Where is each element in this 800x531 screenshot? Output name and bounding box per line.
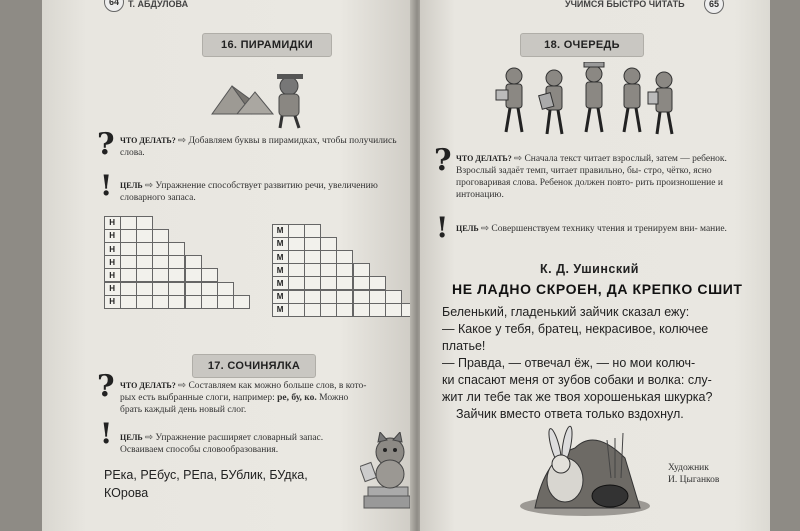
ex16-what-to-do: ЧТО ДЕЛАТЬ? ⇨ Добавляем буквы в пирамидках, чтобы получились слова. <box>120 136 397 158</box>
pyramid-empty-cell[interactable] <box>152 255 169 269</box>
pyramid-letter-cell: Н <box>104 216 121 230</box>
pyramid-empty-cell[interactable] <box>369 303 386 317</box>
exclamation-icon-3: ! <box>436 211 449 244</box>
pyramid-empty-cell[interactable] <box>120 229 137 243</box>
pyramid-empty-cell[interactable] <box>152 242 169 256</box>
pyramid-empty-cell[interactable] <box>320 276 337 290</box>
pyramid-letter-cell: М <box>272 303 289 317</box>
pyramid-empty-cell[interactable] <box>136 282 153 296</box>
hare-hedgehog-illustration <box>515 418 655 518</box>
ex17-syllables: ре, бу, ко. <box>277 393 317 403</box>
children-queue-illustration <box>492 62 682 138</box>
pyramid-empty-cell[interactable] <box>168 295 185 309</box>
pyramid-empty-cell[interactable] <box>136 242 153 256</box>
pyramid-letter-cell: М <box>272 276 289 290</box>
pyramid-empty-cell[interactable] <box>185 268 202 282</box>
credit-line-1: Художник <box>668 463 709 473</box>
pyramid-empty-cell[interactable] <box>136 216 153 230</box>
pyramid-empty-cell[interactable] <box>233 295 250 309</box>
ex18-goal-text: Совершенствуем технику чтения и тренируем вни- мание. <box>491 224 727 234</box>
pyramid-empty-cell[interactable] <box>120 242 137 256</box>
pyramid-empty-cell[interactable] <box>201 295 218 309</box>
left-page <box>42 0 414 531</box>
pyramid-empty-cell[interactable] <box>353 290 370 304</box>
ex17-what-3: Можно <box>319 393 349 403</box>
pyramid-row <box>104 256 250 269</box>
pyramid-row <box>272 250 414 263</box>
pyramid-row <box>272 224 414 237</box>
pyramid-row <box>272 303 414 316</box>
pyramid-letter-cell: М <box>272 250 289 264</box>
pyramid-empty-cell[interactable] <box>304 237 321 251</box>
pyramid-empty-cell[interactable] <box>385 303 402 317</box>
pyramid-empty-cell[interactable] <box>304 290 321 304</box>
pyramid-empty-cell[interactable] <box>120 282 137 296</box>
pyramid-empty-cell[interactable] <box>336 263 353 277</box>
pyramid-empty-cell[interactable] <box>369 290 386 304</box>
ex16-goal: ЦЕЛЬ ⇨ Упражнение способствует развитию речи, увеличению словарного запаса. <box>120 181 378 203</box>
pyramid-empty-cell[interactable] <box>353 276 370 290</box>
pyramid-empty-cell[interactable] <box>152 295 169 309</box>
pyramid-row <box>104 242 250 255</box>
pyramid-empty-cell[interactable] <box>288 276 305 290</box>
running-header-left: Т. АБДУЛОВА <box>128 0 189 9</box>
pyramid-empty-cell[interactable] <box>120 255 137 269</box>
ex17-goal-text: Упражнение расширяет словарный запас. Осваиваем способы словообразования. <box>120 433 324 455</box>
pyramid-letter-cell: Н <box>104 295 121 309</box>
story-line: жит ли тебе так же твоя хорошенькая шкурка? <box>442 390 713 404</box>
goal-label-3: ЦЕЛЬ <box>456 224 479 233</box>
pyramid-empty-cell[interactable] <box>353 303 370 317</box>
pyramid-empty-cell[interactable] <box>304 303 321 317</box>
pyramid-empty-cell[interactable] <box>185 295 202 309</box>
pyramid-empty-cell[interactable] <box>136 268 153 282</box>
story-line: ки спасают меня от зубов собаки и волка: слу- <box>442 373 712 387</box>
question-mark-icon-3: ? <box>434 143 452 178</box>
pyramid-empty-cell[interactable] <box>120 216 137 230</box>
story-line: — Какое у тебя, братец, некрасивое, колючее <box>442 322 709 336</box>
pyramid-empty-cell[interactable] <box>185 255 202 269</box>
pyramid-row <box>104 295 250 308</box>
pyramid-empty-cell[interactable] <box>320 303 337 317</box>
ex18-what-text: Сначала текст читает взрослый, затем — ребенок. Взрослый задаёт темп, читает правильно, бы- стро, чётко, ясно проговаривая слова. Ребенок должен повто- рить произношение и интонацию. <box>456 154 727 200</box>
syllable-examples-line1: РЕка, РЕбус, РЕпа, БУблик, БУдка, <box>104 468 308 482</box>
right-page <box>420 0 770 531</box>
pyramid-empty-cell[interactable] <box>320 237 337 251</box>
goal-label: ЦЕЛЬ <box>120 181 143 190</box>
pyramids-boy-illustration <box>207 66 327 130</box>
pyramid-empty-cell[interactable] <box>288 250 305 264</box>
pyramid-empty-cell[interactable] <box>168 242 185 256</box>
exclamation-icon: ! <box>100 169 113 202</box>
pyramid-empty-cell[interactable] <box>168 282 185 296</box>
pyramid-letter-cell: М <box>272 224 289 238</box>
pyramid-empty-cell[interactable] <box>304 276 321 290</box>
pyramid-empty-cell[interactable] <box>336 276 353 290</box>
question-mark-icon-2: ? <box>97 369 115 404</box>
exclamation-icon-2: ! <box>100 417 113 450</box>
ex17-what-1: Составляем как можно больше слов, в кото- <box>188 381 367 391</box>
pyramid-empty-cell[interactable] <box>304 224 321 238</box>
story-line: Беленький, гладенький зайчик сказал ежу: <box>442 305 690 319</box>
story-line: платье! <box>442 339 486 353</box>
goal-label-2: ЦЕЛЬ <box>120 433 143 442</box>
pyramid-empty-cell[interactable] <box>152 229 169 243</box>
ex18-what-to-do: ЧТО ДЕЛАТЬ? ⇨ Сначала текст читает взрослый, затем — ребенок. Взрослый задаёт темп, читает правильно, бы- стро, чётко, ясно проговаривая слова. Ребенок должен повто- рить произношение и интонацию. <box>456 154 727 200</box>
pyramid-letter-cell: Н <box>104 242 121 256</box>
pyramid-empty-cell[interactable] <box>288 263 305 277</box>
illustrator-credit <box>668 462 719 486</box>
pyramid-empty-cell[interactable] <box>201 282 218 296</box>
pyramid-empty-cell[interactable] <box>136 295 153 309</box>
pyramid-empty-cell[interactable] <box>320 290 337 304</box>
pyramid-row <box>272 277 414 290</box>
pyramid-empty-cell[interactable] <box>304 263 321 277</box>
pyramid-empty-cell[interactable] <box>217 282 234 296</box>
story-author: К. Д. Ушинский <box>540 262 639 276</box>
pyramid-empty-cell[interactable] <box>152 268 169 282</box>
pyramid-empty-cell[interactable] <box>201 268 218 282</box>
pyramid-empty-cell[interactable] <box>336 250 353 264</box>
exercise-16-ribbon: 16. ПИРАМИДКИ <box>202 33 332 57</box>
exercise-18-ribbon: 18. ОЧЕРЕДЬ <box>520 33 644 57</box>
what-to-do-label: ЧТО ДЕЛАТЬ? <box>120 136 176 145</box>
page-number-left: 64 <box>104 0 124 12</box>
pyramid-row <box>104 216 250 229</box>
running-header-right: УЧИМСЯ БЫСТРО ЧИТАТЬ <box>565 0 685 9</box>
pyramid-letter-cell: М <box>272 237 289 251</box>
pyramid-row <box>104 269 250 282</box>
pyramid-grid-1 <box>104 216 250 309</box>
cat-with-books-illustration <box>360 432 414 512</box>
pyramid-empty-cell[interactable] <box>288 224 305 238</box>
pyramid-row <box>272 264 414 277</box>
pyramid-empty-cell[interactable] <box>353 263 370 277</box>
pyramid-row <box>104 229 250 242</box>
pyramid-empty-cell[interactable] <box>217 295 234 309</box>
pyramid-empty-cell[interactable] <box>120 268 137 282</box>
pyramid-empty-cell[interactable] <box>288 237 305 251</box>
pyramid-empty-cell[interactable] <box>369 276 386 290</box>
story-title: НЕ ЛАДНО СКРОЕН, ДА КРЕПКО СШИТ <box>452 281 743 297</box>
pyramid-letter-cell: Н <box>104 268 121 282</box>
syllable-examples-line2: КОрова <box>104 486 149 500</box>
ex17-what-4: брать каждый день новый слог. <box>120 405 247 415</box>
pyramid-letter-cell: Н <box>104 255 121 269</box>
pyramid-letter-cell: Н <box>104 229 121 243</box>
question-mark-icon: ? <box>97 127 115 162</box>
pyramid-empty-cell[interactable] <box>168 255 185 269</box>
pyramid-empty-cell[interactable] <box>136 255 153 269</box>
pyramid-letter-cell: Н <box>104 282 121 296</box>
pyramid-empty-cell[interactable] <box>288 303 305 317</box>
pyramid-empty-cell[interactable] <box>336 303 353 317</box>
ex16-goal-text: Упражнение способствует развитию речи, увеличению словарного запаса. <box>120 181 378 203</box>
pyramid-empty-cell[interactable] <box>385 290 402 304</box>
what-to-do-label-3: ЧТО ДЕЛАТЬ? <box>456 154 512 163</box>
pyramid-empty-cell[interactable] <box>336 290 353 304</box>
pyramid-empty-cell[interactable] <box>185 282 202 296</box>
pyramid-empty-cell[interactable] <box>152 282 169 296</box>
pyramid-row <box>272 237 414 250</box>
ex18-goal: ЦЕЛЬ ⇨ Совершенствуем технику чтения и тренируем вни- мание. <box>456 224 727 234</box>
credit-line-2: И. Цыганков <box>668 475 720 485</box>
pyramid-row <box>272 290 414 303</box>
page-number-right: 65 <box>704 0 724 14</box>
pyramid-row <box>104 282 250 295</box>
exercise-17-ribbon: 17. СОЧИНЯЛКА <box>192 354 316 378</box>
what-to-do-label-2: ЧТО ДЕЛАТЬ? <box>120 381 176 390</box>
ex17-what-to-do: ЧТО ДЕЛАТЬ? ⇨ Составляем как можно больше слов, в кото- рых есть выбранные слоги, например: ре, бу, ко. Можно брать каждый день новый слог. <box>120 381 367 415</box>
pyramid-empty-cell[interactable] <box>120 295 137 309</box>
ex17-goal: ЦЕЛЬ ⇨ Упражнение расширяет словарный запас. Осваиваем способы словообразования. <box>120 433 324 455</box>
story-line: Зайчик вместо ответа только вздохнул. <box>456 407 684 421</box>
story-text <box>442 304 762 423</box>
ex16-what-text: Добавляем буквы в пирамидках, чтобы получились слова. <box>120 136 397 158</box>
pyramid-empty-cell[interactable] <box>320 250 337 264</box>
story-line: — Правда, — отвечал ёж, — но мои колюч- <box>442 356 696 370</box>
pyramid-empty-cell[interactable] <box>288 290 305 304</box>
pyramid-grid-2 <box>272 224 414 317</box>
pyramid-empty-cell[interactable] <box>304 250 321 264</box>
pyramid-empty-cell[interactable] <box>136 229 153 243</box>
pyramid-empty-cell[interactable] <box>168 268 185 282</box>
pyramid-empty-cell[interactable] <box>320 263 337 277</box>
pyramid-letter-cell: М <box>272 290 289 304</box>
pyramid-letter-cell: М <box>272 263 289 277</box>
ex17-what-2: рых есть выбранные слоги, например: <box>120 393 275 403</box>
